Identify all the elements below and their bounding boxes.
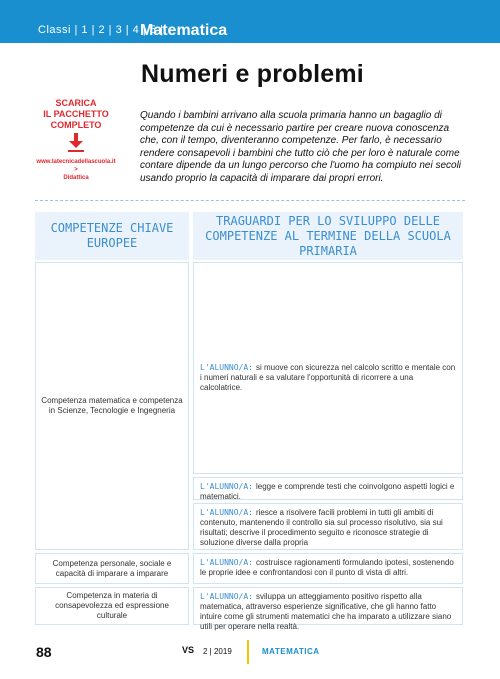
right-cell-5 — [193, 587, 463, 631]
left-cell-3 — [35, 587, 189, 625]
left-cell-1-text: Competenza matematica e competenza in Scienze, Tecnologie e Ingegneria — [41, 396, 183, 415]
right-cell-5-text: sviluppa un atteggiamento positivo rispetto alla matematica, attraverso esperienze significative, che gli hanno fatto intuire come gli strumenti matematici che ha imparato a utilizzare siano utili per operare nella realtà. — [200, 592, 452, 631]
top-bar — [0, 0, 500, 43]
download-package-link[interactable] — [36, 98, 116, 182]
magazine-logo: VS — [182, 645, 195, 655]
right-cell-3-text: riesce a risolvere facili problemi in tutti gli ambiti di contenuto, mantenendo il controllo sia sul processo risolutivo, sia sui risultati; descrive il procedimento seguito e riconosce strategie di soluzione diverse dalla propria — [200, 508, 443, 547]
intro-paragraph: Quando i bambini arrivano alla scuola primaria hanno un bagaglio di competenze da cui è necessario partire per creare nuova conoscenza che, con il tempo, diventeranno competenze. Per farlo, è necessario rendere consapevoli i bambini che tutto ciò che per loro è naturale come contare dipende da un lungo percorso che l'uomo ha compiuto nei secoli usando proprio la capacità di imparare dai propri errori. — [140, 110, 462, 184]
right-cell-2 — [193, 477, 463, 500]
header-key-competences: COMPETENZE CHIAVE EUROPEE — [35, 212, 189, 260]
left-cell-2 — [35, 553, 189, 584]
student-label: L'ALUNNO/A: — [200, 592, 253, 601]
right-cell-3 — [193, 503, 463, 550]
download-line-2: IL PACCHETTO — [43, 109, 109, 119]
left-cell-1 — [35, 262, 189, 550]
issue-number: 2 | 2019 — [203, 647, 232, 656]
download-line-3: COMPLETO — [50, 120, 102, 130]
page-number: 88 — [36, 644, 52, 660]
download-arrow-icon — [36, 133, 116, 156]
download-url: www.latecnicadellascuola.it > — [36, 159, 116, 173]
page-title: Numeri e problemi — [141, 60, 364, 88]
download-url-section: Didattica — [63, 175, 89, 181]
right-cell-2-text: legge e comprende testi che coinvolgono aspetti logici e matematici. — [200, 482, 455, 501]
student-label: L'ALUNNO/A: — [200, 363, 253, 372]
student-label: L'ALUNNO/A: — [200, 508, 253, 517]
subject-title: Matematica — [140, 22, 228, 39]
student-label: L'ALUNNO/A: — [200, 482, 253, 491]
right-cell-1 — [193, 262, 463, 474]
class-list: Classi | 1 | 2 | 3 | 4 | 5 | — [38, 24, 164, 36]
left-cell-2-text: Competenza personale, sociale e capacità di imparare a imparare — [52, 558, 172, 578]
dashed-divider — [35, 200, 465, 201]
left-cell-3-text: Competenza in materia di consapevolezza ed espressione culturale — [55, 591, 169, 620]
right-cell-1-text: si muove con sicurezza nel calcolo scritto e mentale con i numeri naturali e sa valutare l'opportunità di ricorrere a una calcolatrice. — [200, 363, 456, 392]
footer-subject: MATEMATICA — [262, 647, 320, 656]
student-label: L'ALUNNO/A: — [200, 558, 253, 567]
right-cell-4 — [193, 553, 463, 584]
header-development-goals: TRAGUARDI PER LO SVILUPPO DELLE COMPETENZE AL TERMINE DELLA SCUOLA PRIMARIA — [193, 212, 463, 260]
footer-divider — [247, 640, 249, 664]
right-cell-4-text: costruisce ragionamenti formulando ipotesi, sostenendo le proprie idee e confrontandosi con il punto di vista di altri. — [200, 558, 454, 577]
download-line-1: SCARICA — [55, 98, 97, 108]
